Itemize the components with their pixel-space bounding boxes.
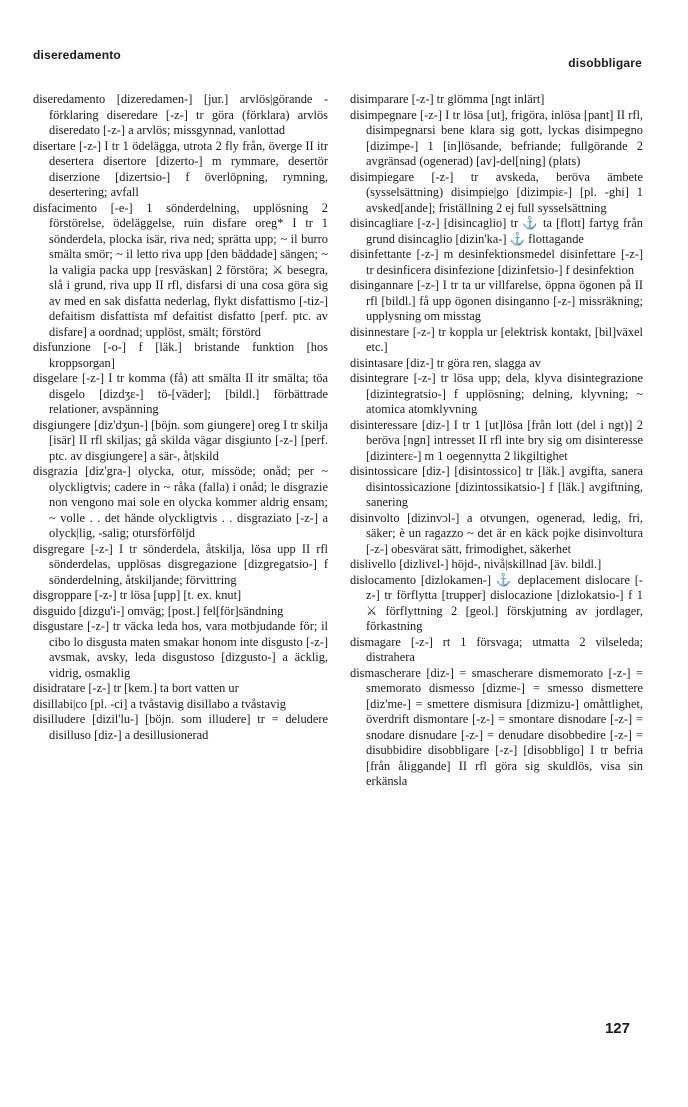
entry-disfunzione: disfunzione [-o-] f [läk.] bristande funktion [hos kroppsorgan] [33,340,328,370]
entry-diseredamento: diseredamento [dizeredamen-] [jur.] arvlös|görande -förklaring diseredare [-z-] tr göra (förklara) arvlös diseredato [-z-] a arvlös; missgynnad, vanlottad [33,92,328,137]
entry-disgrazia: disgrazia [diz'gra-] olycka, otur, missöde; onåd; per ~ olyckligtvis; cadere in ~ råka (falla) i onåd; le disgrazie non vengono mai sole en olycka kommer aldrig ensam; ~ volle . . det hände olyckligtvis . . disgraziato [-z-] a olyck|lig, -salig; otursförföljd [33,464,328,540]
entry-disilludere: disilludere [dizil'lu-] [böjn. som illudere] tr = deludere disilluso [diz-] a desillusionerad [33,712,328,742]
entry-disintasare: disintasare [diz-] tr göra ren, slagga av [350,355,541,370]
entry-disintossicare: disintossicare [diz-] [disintossico] tr [läk.] avgifta, sanera disintossicazione [dizintossikatsio-] f [läk.] avgiftning, sanering [350,464,643,509]
right-guide-word: disobbligare [568,56,642,70]
entry-dismagare: dismagare [-z-] rt 1 försvaga; utmatta 2 vilseleda; distrahera [350,634,643,664]
entry-dislocamento: dislocamento [dizlokamen-] ⚓ deplacement dislocare [-z-] tr förflytta [trupper] dislocazione [dizlokatsio-] f 1 ⚔ förflyttning 2 [geol.] förskjutning av jordlager, förkastning [350,572,643,633]
entry-disgroppare: disgroppare [-z-] tr lösa [upp] [t. ex. knut] [33,588,242,602]
entry-disinteressare: disinteressare [diz-] I tr 1 [ut]lösa [från lott (del i ngt)] 2 beröva [ngn] intresset II rfl inte bry sig om disinteresse [dizinterε-] m 1 oegennytta 2 likgiltighet [350,417,643,463]
entry-disingannare: disingannare [-z-] I tr ta ur villfarelse, öppna ögonen på II rfl [bildl.] få upp ögonen disinganno [-z-] missräkning; upplysning om misstag [350,278,643,323]
entry-disgustare: disgustare [-z-] tr väcka leda hos, vara motbjudande för; il cibo lo disgusta maten smakar honom inte disgusto [-z-] avsmak, avsky, leda disgustoso [dizgusto-] a äcklig, vidrig, osmaklig [33,619,328,680]
entry-disertare: disertare [-z-] I tr 1 ödelägga, utrota 2 fly från, överge II itr desertera disertore [dizerto-] m rymmare, desertör diserzione [dizertsio-] f överlöpning, rymning, desertering; avfall [33,138,328,199]
entry-disfacimento: disfacimento [-e-] 1 sönderdelning, upplösning 2 förstörelse, ödeläggelse, ruin disfare oreg* I tr 1 sönderdela, plocka isär, riva ned; sprätta upp; ~ il burro smälta smör; ~ il letto riva upp [den bäddade] sängen; ~ la valigia packa upp [resväskan] 2 förstöra; ⚔ besegra, slå i grund, riva upp II rfl, disfarsi di una cosa göra sig av med en sak disfatta nederlag, flykt disfattismo [-tiz-] defaitism disfattista mf defaitist disfatto [perf. ptc. av disfare] a oordnad; upplöst, smält; förstörd [33,200,328,339]
entry-disidratare: disidratare [-z-] tr [kem.] ta bort vatten ur [33,681,239,695]
entry-disguido: disguido [dizgu'i-] omväg; [post.] fel[för]sändning [33,603,284,618]
entry-disimpegnare: disimpegnare [-z-] I tr lösa [ut], frigöra, inlösa [pant] II rfl, disimpegnarsi bene klara sig gott, lyckas disimpegno [dizimpe-] 1 [in]lösande, befriande; fullgörande 2 avgränsad (ogenerad) [av]-del[ning] (plats) [350,107,643,168]
entry-disinfettante: disinfettante [-z-] m desinfektionsmedel disinfettare [-z-] tr desinficera disinfezione [dizinfetsio-] f desinfektion [350,247,643,277]
entry-disillabico: disillabi|co [pl. -ci] a tvåstavig disillabo a tvåstavig [33,696,286,711]
entry-dismascherare: dismascherare [diz-] = smascherare dismemorato [-z-] = smemorato dismesso [dizme-] = smesso dismettere [diz'me-] = smettere dismisura [dizmizu-] omåttlighet, överdrift dismontare [-z-] = smontare disnodare [-z-] = snodare disnudare [-z-] = denudare disobbedire [-z-] = disubbidire disobbligare [-z-] [disobbligo] I tr befria [från åliggande] II rfl göra sig skuldlös, visa sin erkänsla [350,665,643,788]
entry-disgelare: disgelare [-z-] I tr komma (få) att smälta II itr smälta; töa disgelo [dizdʒε-] tö-[väder]; [bildl.] förbättrade relationer, avspänning [33,371,328,416]
right-column [350,92,643,790]
entry-disinnestare: disinnestare [-z-] tr koppla ur [elektrisk kontakt, [bil]växel etc.] [350,324,643,354]
left-column [33,92,328,743]
entry-disintegrare: disintegrare [-z-] tr lösa upp; dela, klyva disintegrazione [dizintegratsio-] f upplösning; delning, klyvning; ~ atomica atomklyvning [350,371,643,416]
entry-dislivello: dislivello [dizlivεl-] höjd-, nivå|skillnad [äv. bildl.] [350,557,602,571]
entry-disincagliare: disincagliare [-z-] [disincaglio] tr ⚓ ta [flott] fartyg från grund disincaglio [dizin'ka-] ⚓ flottagande [350,216,643,246]
entry-disinvolto: disinvolto [dizinvɔl-] a otvungen, ogenerad, ledig, fri, säker; è un ragazzo ~ det är en käck pojke disinvoltura [-z-] obesvärat sätt, frimodighet, säkerhet [350,510,643,556]
left-guide-word: diseredamento [33,48,121,62]
entry-disgregare: disgregare [-z-] I tr sönderdela, åtskilja, lösa upp II rfl sönderdelas, upplösas disgregazione [dizgregatsio-] f sönderdelning, åtskiljande; förvittring [33,541,328,587]
entry-disimparare: disimparare [-z-] tr glömma [ngt inlärt] [350,92,545,106]
page-number: 127 [604,1020,630,1037]
entry-disimpiegare: disimpiegare [-z-] tr avskeda, beröva ämbete (sysselsättning) disimpie|go [dizimpiε-] [pl. -ghi] 1 avsked[ande]; friställning 2 ej full sysselsättning [350,169,643,215]
entry-disgiungere: disgiungere [diz'dʒun-] [böjn. som giungere] oreg I tr skilja [isär] II rfl skiljas; gå skilda vägar disgiunto [-z-] [perf. ptc. av disgiungere] a sär-, åt|skild [33,417,328,463]
